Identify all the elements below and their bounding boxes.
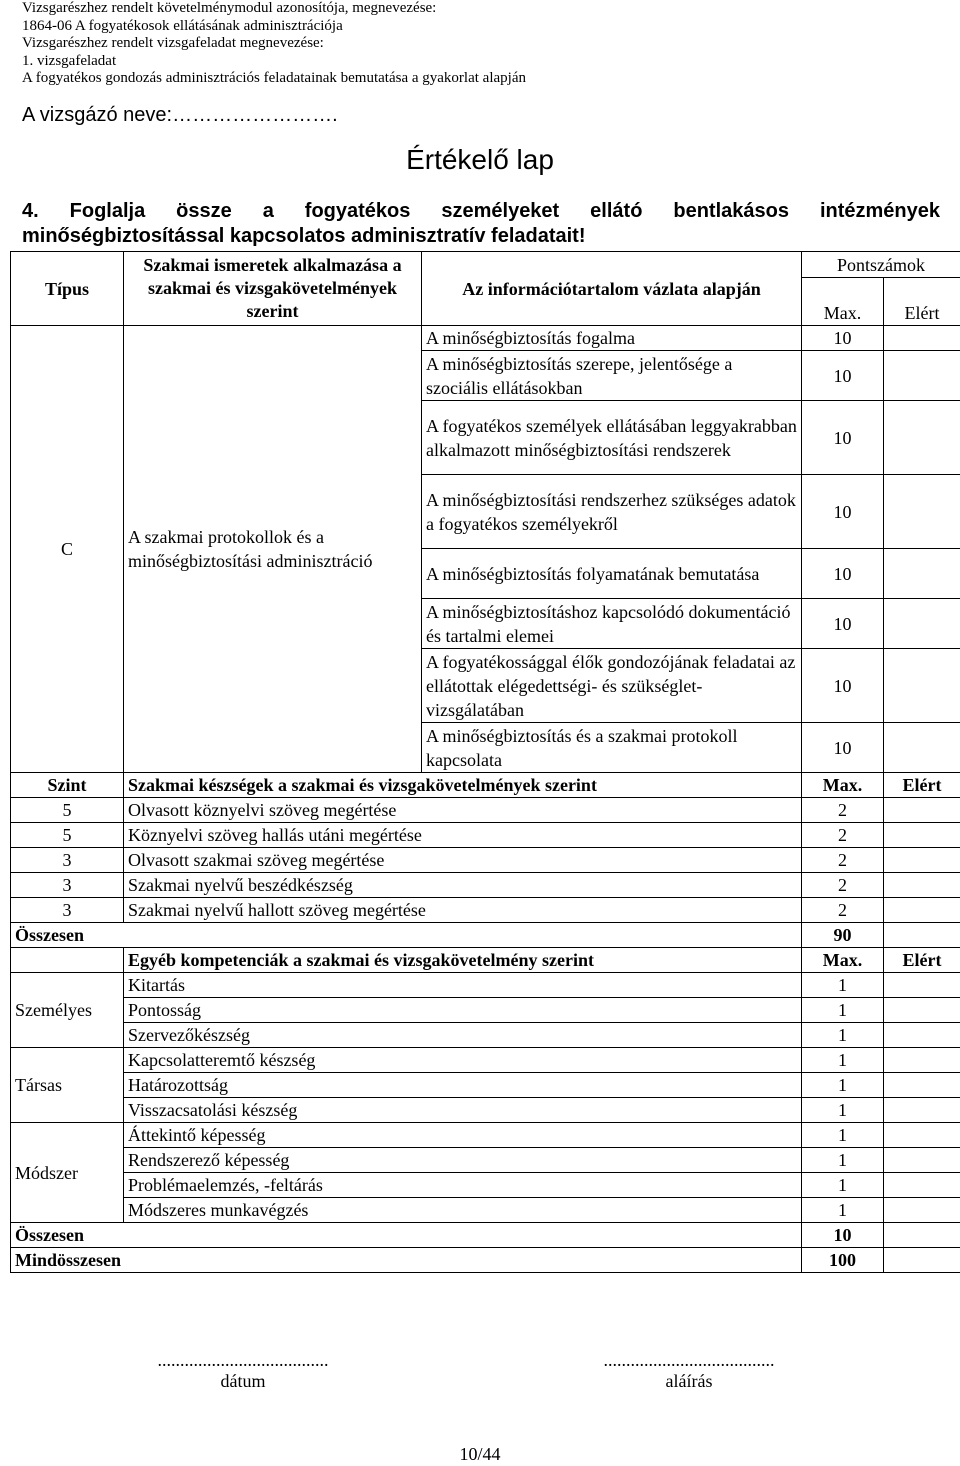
achieved-score-cell[interactable] — [884, 549, 960, 599]
max-score: 10 — [802, 475, 884, 549]
skill-level: 3 — [11, 848, 124, 873]
signature-line[interactable]: ...................................... — [603, 1350, 775, 1370]
col-head-szakmai: Szakmai ismeretek alkalmazása a szakmai és vizsgakövetelmények szerint — [124, 252, 422, 326]
competency-item: Szervezőkészség — [124, 1023, 802, 1048]
signature-label: aláírás — [665, 1371, 713, 1391]
max-score: 1 — [802, 1073, 884, 1098]
date-signature-block — [108, 1350, 378, 1392]
max-score: 10 — [802, 351, 884, 401]
achieved-score-cell[interactable] — [884, 1123, 960, 1148]
achieved-score-cell[interactable] — [884, 401, 960, 475]
skill-level: 3 — [11, 898, 124, 923]
competency-item: Problémaelemzés, -feltárás — [124, 1173, 802, 1198]
competencies-head-label: Egyéb kompetenciák a szakmai és vizsgakövetelmény szerint — [124, 948, 802, 973]
task-line-2: minőségbiztosítással kapcsolatos adminisztratív feladatait! — [22, 225, 586, 247]
max-score: 2 — [802, 798, 884, 823]
achieved-score-cell[interactable] — [884, 326, 960, 351]
competency-item: Pontosság — [124, 998, 802, 1023]
skill-level: 3 — [11, 873, 124, 898]
sign-signature-block — [554, 1350, 824, 1392]
content-item: A fogyatékos személyek ellátásában leggyakrabban alkalmazott minőségbiztosítási rendszerek — [422, 401, 802, 475]
max-score: 1 — [802, 1048, 884, 1073]
page-number: 10/44 — [459, 1444, 501, 1464]
achieved-total-cell[interactable] — [884, 923, 960, 948]
grand-total-label: Mindösszesen — [11, 1248, 802, 1273]
skill-level: 5 — [11, 798, 124, 823]
competency-group: Módszer — [11, 1123, 124, 1223]
skill-item: Olvasott szakmai szöveg megértése — [124, 848, 802, 873]
content-item: A fogyatékossággal élők gondozójának feladatai az ellátottak elégedettségi- és szükséglet- vizsgálatában — [422, 649, 802, 723]
competency-item: Áttekintő képesség — [124, 1123, 802, 1148]
competency-item: Határozottság — [124, 1073, 802, 1098]
page-title: Értékelő lap — [406, 144, 554, 175]
achieved-grand-total-cell[interactable] — [884, 1248, 960, 1273]
achieved-score-cell[interactable] — [884, 351, 960, 401]
achieved-score-cell[interactable] — [884, 649, 960, 723]
date-line[interactable]: ...................................... — [157, 1350, 329, 1370]
skill-item: Szakmai nyelvű beszédkészség — [124, 873, 802, 898]
col-head-elert: Elért — [884, 278, 960, 326]
achieved-score-cell[interactable] — [884, 898, 960, 923]
max-score: 2 — [802, 898, 884, 923]
document-header — [22, 0, 526, 88]
achieved-score-cell[interactable] — [884, 723, 960, 773]
max-score: 1 — [802, 1123, 884, 1148]
skill-item: Köznyelvi szöveg hallás utáni megértése — [124, 823, 802, 848]
achieved-score-cell[interactable] — [884, 1048, 960, 1073]
header-line: Vizsgarészhez rendelt követelménymodul azonosítója, megnevezése: — [22, 0, 437, 16]
max-score: 1 — [802, 1173, 884, 1198]
achieved-score-cell[interactable] — [884, 1098, 960, 1123]
max-score: 1 — [802, 1098, 884, 1123]
max-score: 10 — [802, 326, 884, 351]
content-item: A minőségbiztosítás szerepe, jelentősége a szociális ellátásokban — [422, 351, 802, 401]
achieved-score-cell[interactable] — [884, 873, 960, 898]
max-score: 1 — [802, 1023, 884, 1048]
competencies-total-value: 10 — [802, 1223, 884, 1248]
achieved-score-cell[interactable] — [884, 998, 960, 1023]
achieved-score-cell[interactable] — [884, 798, 960, 823]
section-c-topic: A szakmai protokollok és a minőségbiztosítási adminisztráció — [124, 326, 422, 773]
achieved-score-cell[interactable] — [884, 475, 960, 549]
competency-item: Kapcsolatteremtő készség — [124, 1048, 802, 1073]
content-item: A minőségbiztosítás folyamatának bemutatása — [422, 549, 802, 599]
achieved-score-cell[interactable] — [884, 1073, 960, 1098]
max-score: 2 — [802, 848, 884, 873]
achieved-score-cell[interactable] — [884, 1148, 960, 1173]
competency-item: Módszeres munkavégzés — [124, 1198, 802, 1223]
content-item: A minőségbiztosítás és a szakmai protokoll kapcsolata — [422, 723, 802, 773]
max-score: 10 — [802, 723, 884, 773]
candidate-name-field: A vizsgázó neve:……………………. — [22, 104, 338, 126]
skills-head-elert: Elért — [884, 773, 960, 798]
skills-total-value: 90 — [802, 923, 884, 948]
achieved-score-cell[interactable] — [884, 1198, 960, 1223]
skills-head-szint: Szint — [11, 773, 124, 798]
achieved-total-cell[interactable] — [884, 1223, 960, 1248]
content-item: A minőségbiztosítási rendszerhez szükséges adatok a fogyatékos személyekről — [422, 475, 802, 549]
header-line: 1864-06 A fogyatékosok ellátásának adminisztrációja — [22, 17, 343, 34]
content-item: A minőségbiztosítás fogalma — [422, 326, 802, 351]
achieved-score-cell[interactable] — [884, 599, 960, 649]
competencies-head-max: Max. — [802, 948, 884, 973]
max-score: 10 — [802, 549, 884, 599]
col-head-tipus: Típus — [11, 252, 124, 326]
col-head-info: Az információtartalom vázlata alapján — [422, 252, 802, 326]
max-score: 10 — [802, 401, 884, 475]
competency-item: Rendszerező képesség — [124, 1148, 802, 1173]
grand-total-value: 100 — [802, 1248, 884, 1273]
header-line: Vizsgarészhez rendelt vizsgafeladat megnevezése: — [22, 35, 324, 52]
competency-item: Kitartás — [124, 973, 802, 998]
competencies-head-elert: Elért — [884, 948, 960, 973]
competencies-total-label: Összesen — [11, 1223, 802, 1248]
competency-group: Személyes — [11, 973, 124, 1048]
achieved-score-cell[interactable] — [884, 973, 960, 998]
competency-group: Társas — [11, 1048, 124, 1123]
date-label: dátum — [220, 1371, 266, 1391]
achieved-score-cell[interactable] — [884, 848, 960, 873]
evaluation-table — [10, 251, 960, 1273]
skill-item: Szakmai nyelvű hallott szöveg megértése — [124, 898, 802, 923]
skills-head-label: Szakmai készségek a szakmai és vizsgakövetelmények szerint — [124, 773, 802, 798]
max-score: 2 — [802, 873, 884, 898]
skills-total-label: Összesen — [11, 923, 802, 948]
content-item: A minőségbiztosításhoz kapcsolódó dokumentáció és tartalmi elemei — [422, 599, 802, 649]
max-score: 1 — [802, 973, 884, 998]
achieved-score-cell[interactable] — [884, 823, 960, 848]
section-c-type: C — [11, 326, 124, 773]
empty-cell — [11, 948, 124, 973]
col-head-pontszamok: Pontszámok — [802, 252, 960, 278]
max-score: 2 — [802, 823, 884, 848]
task-line-1: 4. Foglalja össze a fogyatékos személyeket ellátó bentlakásos intézmények — [22, 200, 940, 222]
max-score: 10 — [802, 649, 884, 723]
achieved-score-cell[interactable] — [884, 1023, 960, 1048]
max-score: 1 — [802, 998, 884, 1023]
skills-head-max: Max. — [802, 773, 884, 798]
max-score: 1 — [802, 1198, 884, 1223]
achieved-score-cell[interactable] — [884, 1173, 960, 1198]
header-line: 1. vizsgafeladat — [22, 52, 117, 69]
skill-item: Olvasott köznyelvi szöveg megértése — [124, 798, 802, 823]
competency-item: Visszacsatolási készség — [124, 1098, 802, 1123]
max-score: 1 — [802, 1148, 884, 1173]
header-line: A fogyatékos gondozás adminisztrációs feladatainak bemutatása a gyakorlat alapján — [22, 70, 526, 87]
skill-level: 5 — [11, 823, 124, 848]
max-score: 10 — [802, 599, 884, 649]
col-head-max: Max. — [802, 278, 884, 326]
